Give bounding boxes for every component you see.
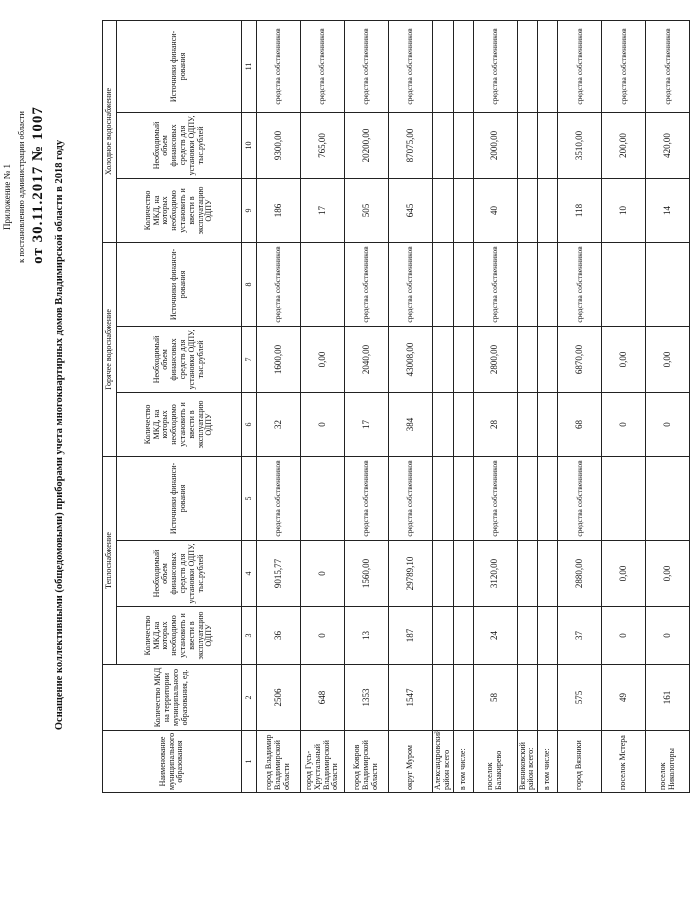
hot-water-count-cell: 32 xyxy=(257,392,301,456)
heat-count-cell: 13 xyxy=(345,607,389,665)
hot-water-source-cell xyxy=(646,242,690,326)
hot-water-source-cell xyxy=(602,242,646,326)
hot-water-volume-cell: 0,00 xyxy=(602,326,646,392)
column-number-row xyxy=(242,20,257,792)
heat-volume-cell: 29789,10 xyxy=(389,541,433,607)
table-row xyxy=(538,20,558,792)
cold-water-count-cell: 645 xyxy=(389,178,433,242)
heat-volume-cell xyxy=(433,541,454,607)
heat-count-cell: 24 xyxy=(473,607,517,665)
group-header-heat: Теплоснабжение xyxy=(103,456,117,664)
col-header-name: Наименование муниципального образования xyxy=(103,731,242,793)
cold-water-source-cell xyxy=(433,20,454,112)
cold-water-count-cell: 14 xyxy=(646,178,690,242)
cold-water-source-cell: средства собственников xyxy=(257,20,301,112)
hot-water-count-cell xyxy=(433,392,454,456)
cold-water-source-cell: средства собственников xyxy=(558,20,602,112)
heat-source-cell xyxy=(646,456,690,540)
hot-water-count-cell: 28 xyxy=(473,392,517,456)
heat-source-cell: средства собственников xyxy=(473,456,517,540)
cold-water-count-cell: 40 xyxy=(473,178,517,242)
heat-volume-cell: 3120,00 xyxy=(473,541,517,607)
sub-header-heat-source: Источники финанси-рования xyxy=(117,456,242,540)
hot-water-source-cell: средства собственников xyxy=(558,242,602,326)
hot-water-source-cell: средства собственников xyxy=(473,242,517,326)
sub-header-cold-count: Количество МКД, на которых необходимо установить и ввести в эксплуатацию ОДПУ xyxy=(117,178,242,242)
heat-count-cell xyxy=(433,607,454,665)
heat-source-cell xyxy=(301,456,345,540)
sub-header-heat-count: Количество МКД,на которых необходимо установить и ввести в эксплуатацию ОДПУ xyxy=(117,607,242,665)
cold-water-volume-cell: 2000,00 xyxy=(473,112,517,178)
table-row xyxy=(473,20,517,792)
appendix-label: Приложение № 1 xyxy=(2,164,12,230)
heat-count-cell: 0 xyxy=(646,607,690,665)
column-number: 8 xyxy=(242,242,257,326)
hot-water-volume-cell xyxy=(538,326,558,392)
hot-water-source-cell xyxy=(538,242,558,326)
resolution-label: к постановлению администрации области xyxy=(16,111,26,263)
municipality-name-cell: поселок Мстера xyxy=(602,731,646,793)
hot-water-count-cell: 0 xyxy=(646,392,690,456)
heat-count-cell: 36 xyxy=(257,607,301,665)
hot-water-count-cell xyxy=(538,392,558,456)
hot-water-count-cell xyxy=(517,392,538,456)
cold-water-source-cell: средства собственников xyxy=(473,20,517,112)
cold-water-volume-cell: 200,00 xyxy=(602,112,646,178)
heat-volume-cell: 9015,77 xyxy=(257,541,301,607)
sub-header-cold-source: Источники финанси-рования xyxy=(117,20,242,112)
cold-water-volume-cell: 87075,00 xyxy=(389,112,433,178)
table-row xyxy=(453,20,473,792)
column-number: 3 xyxy=(242,607,257,665)
mkd-count-cell xyxy=(538,665,558,731)
cold-water-source-cell: средства собственников xyxy=(646,20,690,112)
col-header-mkd: Количество МКД на территории муниципального образования, ед. xyxy=(103,665,242,731)
hot-water-count-cell: 384 xyxy=(389,392,433,456)
municipality-name-cell: поселок Никологоры xyxy=(646,731,690,793)
cold-water-count-cell: 10 xyxy=(602,178,646,242)
cold-water-source-cell xyxy=(517,20,538,112)
cold-water-count-cell xyxy=(517,178,538,242)
cold-water-count-cell xyxy=(433,178,454,242)
municipality-name-cell: поселок Балакирево xyxy=(473,731,517,793)
header-group-row xyxy=(103,20,117,792)
cold-water-volume-cell xyxy=(453,112,473,178)
mkd-count-cell xyxy=(517,665,538,731)
heat-count-cell xyxy=(517,607,538,665)
cold-water-volume-cell: 765,00 xyxy=(301,112,345,178)
hot-water-count-cell: 0 xyxy=(301,392,345,456)
sub-header-heat-volume: Необходимый объем финансовых средств для установки ОДПУ, тыс.рублей xyxy=(117,541,242,607)
heat-count-cell xyxy=(453,607,473,665)
cold-water-volume-cell xyxy=(517,112,538,178)
meters-table xyxy=(102,20,690,793)
cold-water-volume-cell: 9300,00 xyxy=(257,112,301,178)
mkd-count-cell xyxy=(433,665,454,731)
heat-volume-cell: 2880,00 xyxy=(558,541,602,607)
hot-water-count-cell xyxy=(453,392,473,456)
hot-water-count-cell: 68 xyxy=(558,392,602,456)
municipality-name-cell: Вязниковский район всего: xyxy=(517,731,538,793)
heat-count-cell: 37 xyxy=(558,607,602,665)
column-number: 11 xyxy=(242,20,257,112)
heat-volume-cell xyxy=(453,541,473,607)
heat-volume-cell: 0 xyxy=(301,541,345,607)
mkd-count-cell xyxy=(453,665,473,731)
column-number: 5 xyxy=(242,456,257,540)
heat-source-cell xyxy=(453,456,473,540)
document-title: Оснащение коллективными (общедомовыми) приборами учета многоквартирных домов Владимирской области в 2018 году xyxy=(54,139,65,731)
table-row xyxy=(602,20,646,792)
heat-volume-cell xyxy=(517,541,538,607)
hot-water-volume-cell: 1600,00 xyxy=(257,326,301,392)
sub-header-hot-count: Количество МКД, на которых необходимо установить и ввести в эксплуатацию ОДПУ xyxy=(117,392,242,456)
table-row xyxy=(301,20,345,792)
mkd-count-cell: 648 xyxy=(301,665,345,731)
mkd-count-cell: 1353 xyxy=(345,665,389,731)
group-header-cold-water: Холодное водоснабжение xyxy=(103,20,117,242)
heat-source-cell xyxy=(517,456,538,540)
column-number: 7 xyxy=(242,326,257,392)
heat-source-cell xyxy=(433,456,454,540)
table-body xyxy=(257,20,690,792)
cold-water-count-cell: 17 xyxy=(301,178,345,242)
column-number: 2 xyxy=(242,665,257,731)
hot-water-source-cell: средства собственников xyxy=(257,242,301,326)
municipality-name-cell: город Гусь-Хрустальный Владимирской области xyxy=(301,731,345,793)
hot-water-volume-cell: 6870,00 xyxy=(558,326,602,392)
heat-volume-cell: 1560,00 xyxy=(345,541,389,607)
hot-water-volume-cell: 2800,00 xyxy=(473,326,517,392)
municipality-name-cell: Александровский район всего xyxy=(433,731,454,793)
hot-water-volume-cell xyxy=(433,326,454,392)
municipality-name-cell: город Владимир Владимирской области xyxy=(257,731,301,793)
column-number: 9 xyxy=(242,178,257,242)
cold-water-source-cell xyxy=(538,20,558,112)
cold-water-source-cell xyxy=(453,20,473,112)
hot-water-source-cell xyxy=(453,242,473,326)
cold-water-volume-cell: 20200,00 xyxy=(345,112,389,178)
cold-water-source-cell: средства собственников xyxy=(345,20,389,112)
column-number: 1 xyxy=(242,731,257,793)
cold-water-volume-cell: 420,00 xyxy=(646,112,690,178)
mkd-count-cell: 2506 xyxy=(257,665,301,731)
municipality-name-cell: округ Муром xyxy=(389,731,433,793)
hot-water-volume-cell: 43008,00 xyxy=(389,326,433,392)
heat-source-cell: средства собственников xyxy=(345,456,389,540)
cold-water-count-cell: 505 xyxy=(345,178,389,242)
heat-count-cell xyxy=(538,607,558,665)
municipality-name-cell: в том числе: xyxy=(453,731,473,793)
cold-water-count-cell: 186 xyxy=(257,178,301,242)
cold-water-count-cell xyxy=(538,178,558,242)
cold-water-source-cell: средства собственников xyxy=(389,20,433,112)
heat-source-cell: средства собственников xyxy=(558,456,602,540)
heat-count-cell: 0 xyxy=(602,607,646,665)
heat-count-cell: 187 xyxy=(389,607,433,665)
cold-water-volume-cell xyxy=(538,112,558,178)
heat-volume-cell: 0,00 xyxy=(646,541,690,607)
cold-water-source-cell: средства собственников xyxy=(602,20,646,112)
municipality-name-cell: в том числе: xyxy=(538,731,558,793)
column-number: 6 xyxy=(242,392,257,456)
cold-water-count-cell: 118 xyxy=(558,178,602,242)
table-row xyxy=(389,20,433,792)
table-row xyxy=(558,20,602,792)
cold-water-volume-cell: 3510,00 xyxy=(558,112,602,178)
hot-water-volume-cell: 2040,00 xyxy=(345,326,389,392)
table-row xyxy=(433,20,454,792)
sub-header-hot-source: Источники финанси-рования xyxy=(117,242,242,326)
sub-header-cold-volume: Необходимый объем финансовых средств для установки ОДПУ, тыс.рублей xyxy=(117,112,242,178)
heat-volume-cell: 0,00 xyxy=(602,541,646,607)
order-number: от 30.11.2017 № 1007 xyxy=(30,106,46,264)
mkd-count-cell: 58 xyxy=(473,665,517,731)
heat-volume-cell xyxy=(538,541,558,607)
hot-water-count-cell: 0 xyxy=(602,392,646,456)
hot-water-count-cell: 17 xyxy=(345,392,389,456)
heat-source-cell: средства собственников xyxy=(389,456,433,540)
table-row xyxy=(517,20,538,792)
hot-water-source-cell xyxy=(433,242,454,326)
column-number: 10 xyxy=(242,112,257,178)
hot-water-source-cell xyxy=(301,242,345,326)
mkd-count-cell: 161 xyxy=(646,665,690,731)
hot-water-volume-cell xyxy=(517,326,538,392)
table-row xyxy=(646,20,690,792)
hot-water-source-cell: средства собственников xyxy=(389,242,433,326)
table-row xyxy=(345,20,389,792)
municipality-name-cell: город Ковров Владимирской области xyxy=(345,731,389,793)
cold-water-source-cell: средства собственников xyxy=(301,20,345,112)
heat-source-cell: средства собственников xyxy=(257,456,301,540)
hot-water-volume-cell: 0,00 xyxy=(301,326,345,392)
heat-count-cell: 0 xyxy=(301,607,345,665)
column-number: 4 xyxy=(242,541,257,607)
cold-water-count-cell xyxy=(453,178,473,242)
hot-water-volume-cell xyxy=(453,326,473,392)
hot-water-source-cell: средства собственников xyxy=(345,242,389,326)
mkd-count-cell: 49 xyxy=(602,665,646,731)
heat-source-cell xyxy=(602,456,646,540)
municipality-name-cell: город Вязники xyxy=(558,731,602,793)
heat-source-cell xyxy=(538,456,558,540)
group-header-hot-water: Горячее водоснабжение xyxy=(103,242,117,456)
table-row xyxy=(257,20,301,792)
sub-header-hot-volume: Необходимый объем финансовых средств для установки ОДПУ, тыс.рублей xyxy=(117,326,242,392)
hot-water-volume-cell: 0,00 xyxy=(646,326,690,392)
mkd-count-cell: 1547 xyxy=(389,665,433,731)
hot-water-source-cell xyxy=(517,242,538,326)
mkd-count-cell: 575 xyxy=(558,665,602,731)
cold-water-volume-cell xyxy=(433,112,454,178)
